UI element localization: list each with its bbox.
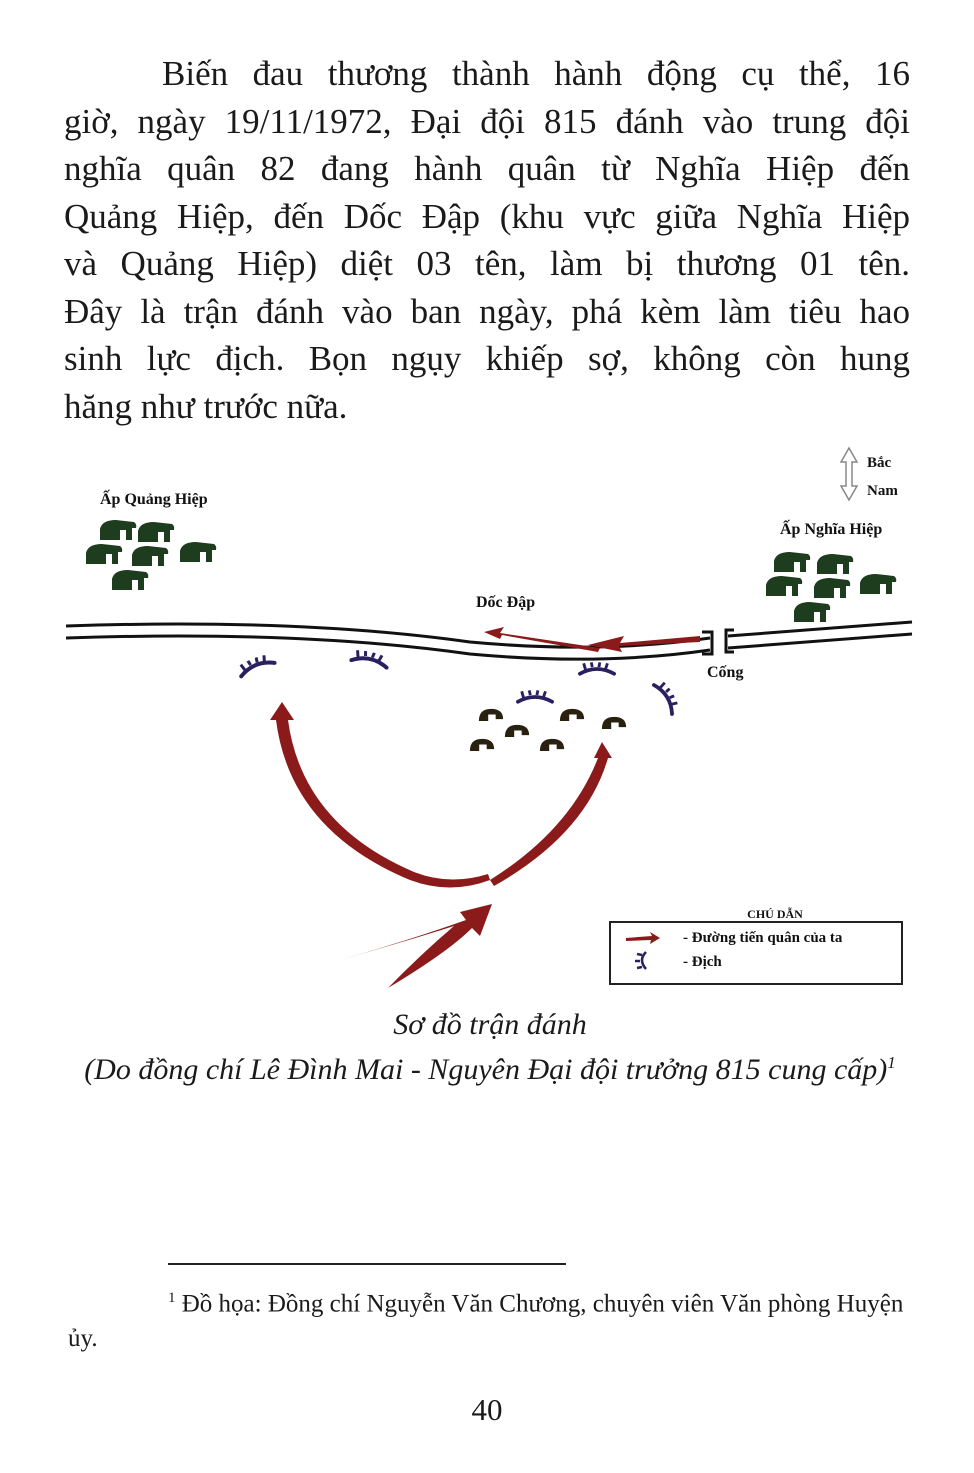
house-icon — [86, 544, 122, 564]
text-line: giờ, ngày 19/11/1972, Đại đội 815 đánh vào trung đội — [64, 101, 910, 141]
legend-item-label: - Địch — [683, 954, 722, 970]
enemy-icon — [654, 679, 682, 714]
house-icon — [814, 578, 850, 598]
page-number: 40 — [471, 1392, 503, 1427]
label-doc-dap: Dốc Đập — [476, 594, 536, 611]
bunker-icon — [505, 725, 529, 737]
enemy-icon — [351, 648, 389, 667]
house-icon — [138, 522, 174, 542]
enemy-icon — [518, 690, 552, 701]
label-cong: Cống — [707, 664, 744, 681]
bunker-icon — [479, 709, 503, 721]
enemy-icon — [580, 662, 614, 673]
text-line: nghĩa quân 82 đang hành quân từ Nghĩa Hiệp đến — [64, 149, 910, 188]
house-icon — [180, 542, 216, 562]
battle-map — [0, 440, 974, 1000]
text-line: Quảng Hiệp, đến Dốc Đập (khu vực giữa Nghĩa Hiệp — [64, 196, 910, 236]
legend-item-label: - Đường tiến quân của ta — [683, 930, 843, 946]
compass-arrow-icon — [841, 448, 857, 500]
text-line: và Quảng Hiệp) diệt 03 tên, làm bị thương 01 tên. — [64, 244, 910, 283]
legend — [610, 906, 902, 984]
house-icon — [860, 574, 896, 594]
footnote-text: Đồ họa: Đồng chí Nguyễn Văn Chương, chuyên viên Văn phòng Huyện ủy. — [68, 1290, 904, 1353]
house-icon — [774, 552, 810, 572]
house-icon — [766, 576, 802, 596]
attack-arrow-main — [340, 904, 492, 988]
label-ap-nghia-hiep: Ấp Nghĩa Hiệp — [780, 521, 883, 538]
figure-caption-title: Sơ đồ trận đánh — [393, 1008, 587, 1041]
legend-title: CHÚ DẪN — [747, 907, 803, 921]
village-nghia-hiep — [766, 552, 896, 622]
caption-source-text: (Do đồng chí Lê Đình Mai - Nguyên Đại đội trưởng 815 cung cấp) — [84, 1053, 888, 1086]
compass-south-label: Nam — [867, 483, 898, 499]
attack-arrow-left — [270, 702, 490, 888]
enemy-icon — [237, 652, 275, 677]
house-icon — [794, 602, 830, 622]
attack-arrow-right — [490, 742, 612, 886]
red-arrow-icon — [588, 636, 700, 652]
house-icon — [112, 570, 148, 590]
footnote — [68, 1281, 904, 1356]
road — [66, 622, 912, 659]
footnote-divider — [168, 1263, 566, 1265]
text-line: hăng như trước nữa. — [64, 386, 348, 426]
compass-north-label: Bắc — [867, 455, 892, 471]
label-ap-quang-hiep: Ấp Quảng Hiệp — [100, 491, 208, 508]
enemy-movement-arrows — [484, 627, 700, 652]
text-line: Đây là trận đánh vào ban ngày, phá kèm làm tiêu hao — [64, 291, 910, 331]
footnote-reference: 1 — [887, 1053, 896, 1072]
body-paragraph — [64, 50, 910, 430]
text-line: Biến đau thương thành hành động cụ thể, 16 — [162, 54, 910, 93]
footnote-marker: 1 — [168, 1290, 176, 1306]
house-icon — [100, 520, 136, 540]
figure-caption-source — [60, 1044, 920, 1089]
house-icon — [132, 546, 168, 566]
compass — [841, 448, 898, 500]
text-line: sinh lực địch. Bọn ngụy khiếp sợ, không còn hung — [64, 339, 910, 378]
house-icon — [817, 554, 853, 574]
bunker-icon — [470, 739, 494, 751]
red-arrow-icon — [484, 627, 600, 652]
bunker-icon — [602, 717, 626, 729]
bunker-icon — [560, 709, 584, 721]
bunker-icon — [540, 739, 564, 751]
village-quang-hiep — [86, 520, 216, 590]
